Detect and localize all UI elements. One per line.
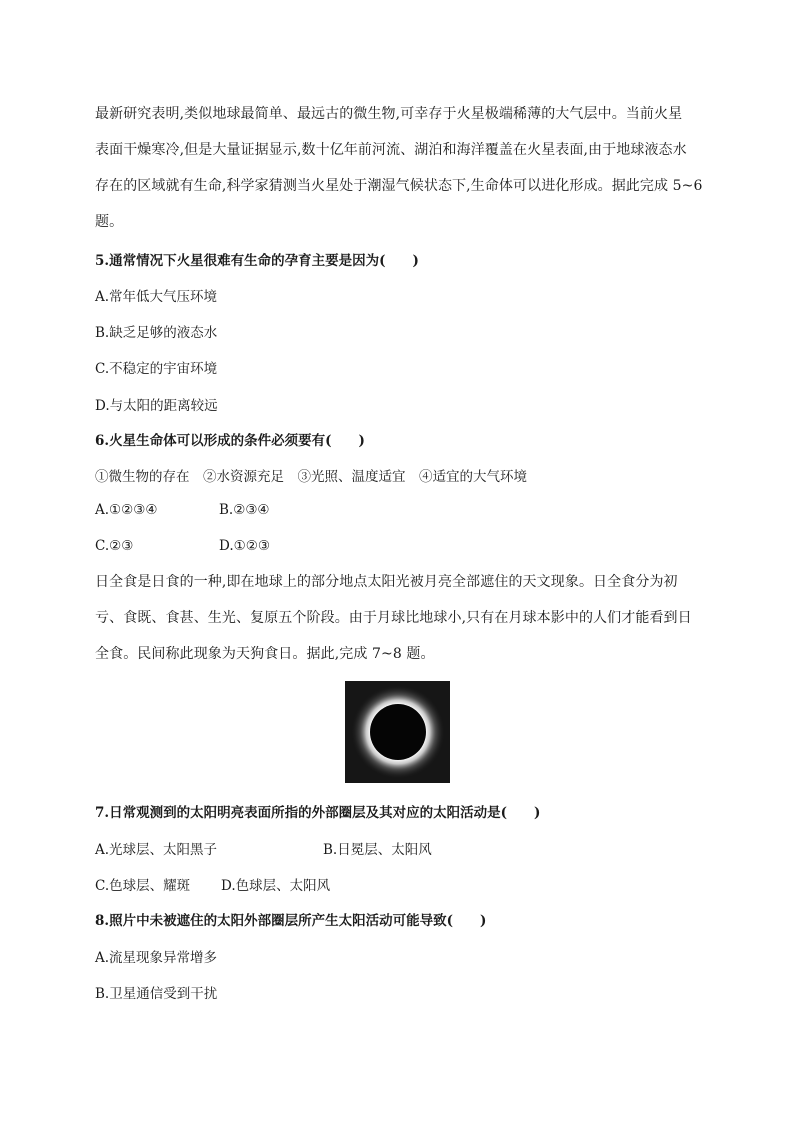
question-8-option-b: B.卫星通信受到干扰 <box>95 986 218 1002</box>
passage-line: 题。 <box>95 214 124 230</box>
question-7-option-b: B.日冕层、太阳风 <box>323 842 432 858</box>
passage-line: 最新研究表明,类似地球最简单、最远古的微生物,可幸存于火星极端稀薄的大气层中。当前火星 <box>95 106 683 122</box>
question-7-stem: 7.日常观测到的太阳明亮表面所指的外部圈层及其对应的太阳活动是( ) <box>95 805 541 821</box>
passage-mars <box>95 96 710 240</box>
question-5-option-c: C.不稳定的宇宙环境 <box>95 361 218 377</box>
question-6-conditions: ①微生物的存在 ②水资源充足 ③光照、温度适宜 ④适宜的大气环境 <box>95 469 527 485</box>
passage-eclipse <box>95 564 710 672</box>
passage-line: 全食。民间称此现象为天狗食日。据此,完成 7~8 题。 <box>95 646 435 662</box>
question-6-stem: 6.火星生命体可以形成的条件必须要有( ) <box>95 433 365 449</box>
question-6-option-a: A.①②③④ <box>95 502 158 518</box>
question-5-stem: 5.通常情况下火星很难有生命的孕育主要是因为( ) <box>95 253 419 269</box>
passage-line: 存在的区域就有生命,科学家猜测当火星处于潮湿气候状态下,生命体可以进化形成。据此完成 5~6 <box>95 178 703 194</box>
question-7-option-a: A.光球层、太阳黑子 <box>95 842 218 858</box>
question-7-option-c: C.色球层、耀斑 <box>95 878 191 894</box>
question-5-option-b: B.缺乏足够的液态水 <box>95 325 218 341</box>
passage-line: 日全食是日食的一种,即在地球上的部分地点太阳光被月亮全部遮住的天文现象。日全食分为初 <box>95 574 678 590</box>
passage-line: 表面干燥寒冷,但是大量证据显示,数十亿年前河流、湖泊和海洋覆盖在火星表面,由于地球液态水 <box>95 142 687 158</box>
question-8-stem: 8.照片中未被遮住的太阳外部圈层所产生太阳活动可能导致( ) <box>95 913 487 929</box>
question-6-option-d: D.①②③ <box>219 538 270 554</box>
solar-eclipse-photo <box>345 681 450 783</box>
question-8-option-a: A.流星现象异常增多 <box>95 950 218 966</box>
moon-disk <box>370 704 426 760</box>
question-6-option-b: B.②③④ <box>219 502 270 518</box>
question-5-option-d: D.与太阳的距离较远 <box>95 398 218 414</box>
question-6-option-c: C.②③ <box>95 538 134 554</box>
question-7-option-d: D.色球层、太阳风 <box>221 878 331 894</box>
question-5-option-a: A.常年低大气压环境 <box>95 289 218 305</box>
eclipse-image <box>345 681 450 783</box>
passage-line: 亏、食既、食甚、生光、复原五个阶段。由于月球比地球小,只有在月球本影中的人们才能看到日 <box>95 610 692 626</box>
